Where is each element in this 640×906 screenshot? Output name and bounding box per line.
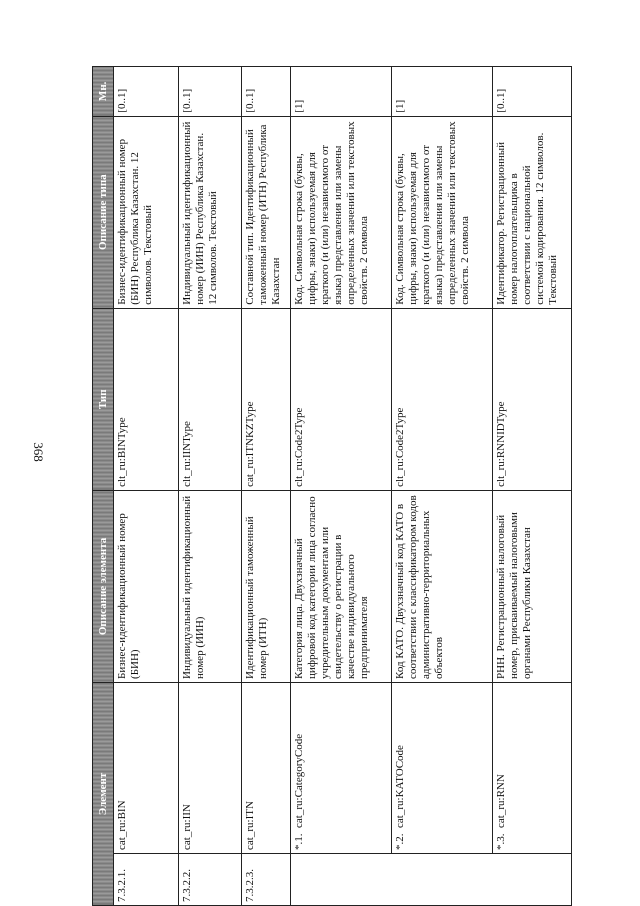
- type-description: Бизнес-идентификационный номер (БИН) Республика Казахстан. 12 символов. Текстовый: [114, 116, 179, 308]
- type-name: clt_ru:Code2Type: [392, 308, 493, 490]
- type-name: clt_ru:RNNIDType: [493, 308, 572, 490]
- sub-row-number: *.1.: [293, 833, 305, 850]
- type-description: Код. Символьная строка (буквы, цифры, знаки) используемая для краткого (и (или) независимого от языка) представления или замены определенных значений или текстовых свойств. 2 символа: [392, 116, 493, 308]
- header-element-description: Описание элемента: [93, 490, 114, 682]
- header-type-description: Описание типа: [93, 116, 114, 308]
- multiplicity: [1]: [392, 67, 493, 117]
- specification-table: [92, 66, 572, 906]
- header-row: [93, 67, 114, 906]
- page-number: 368: [31, 442, 46, 462]
- type-name: cat_ru:ITNKZType: [242, 308, 291, 490]
- table-row: [493, 67, 572, 906]
- table-row: [392, 67, 493, 906]
- element-description: Категория лица. Двухзначный цифровой код категории лица согласно учредительным документам или свидетельству о регистрации в качестве индивидуального предпринимателя: [291, 490, 392, 682]
- header-multiplicity: Мн.: [93, 67, 114, 117]
- table-row: [114, 67, 179, 906]
- type-description: Код. Символьная строка (буквы, цифры, знаки) используемая для краткого (и (или) независимого от языка) представления или замены определенных значений или текстовых свойств. 2 символа: [291, 116, 392, 308]
- element-name-text: cat_ru:RNN: [495, 774, 507, 828]
- element-name: [392, 682, 493, 853]
- type-description: Идентификатор. Регистрационный номер налогоплательщика в соответствии с национальной системой кодирования. 12 символов. Текстовый: [493, 116, 572, 308]
- multiplicity: [0..1]: [242, 67, 291, 117]
- header-element: Элемент: [93, 682, 114, 905]
- multiplicity: [1]: [291, 67, 392, 117]
- rotated-table-container: [92, 66, 559, 906]
- type-name: clt_ru:IINType: [179, 308, 242, 490]
- element-name: cat_ru:ITN: [242, 682, 291, 853]
- table-row: [291, 67, 392, 906]
- multiplicity: [0..1]: [114, 67, 179, 117]
- row-number: 7.3.2.3.: [242, 853, 291, 905]
- multiplicity: [0..1]: [493, 67, 572, 117]
- element-name: cat_ru:IIN: [179, 682, 242, 853]
- element-description: РНН. Регистрационный налоговый номер, присваиваемый налоговыми органами Республики Казахстан: [493, 490, 572, 682]
- sub-row-number: *.2.: [394, 833, 406, 850]
- element-description: Индивидуальный идентификационный номер (ИИН): [179, 490, 242, 682]
- row-number: 7.3.2.1.: [114, 853, 179, 905]
- table-row: [179, 67, 242, 906]
- type-description: Составной тип. Идентификационный таможенный номер (ИТН) Республика Казахстан: [242, 116, 291, 308]
- element-description: Код КАТО. Двухзначный код КАТО в соответствии с классификатором кодов административно-территориальных объектов: [392, 490, 493, 682]
- element-name: [493, 682, 572, 853]
- element-description: Бизнес-идентификационный номер (БИН): [114, 490, 179, 682]
- type-name: clt_ru:BINType: [114, 308, 179, 490]
- multiplicity: [0..1]: [179, 67, 242, 117]
- header-type: Тип: [93, 308, 114, 490]
- indent-cell: [493, 853, 572, 905]
- sub-row-number: *.3.: [495, 833, 507, 850]
- element-description: Идентификационный таможенный номер (ИТН): [242, 490, 291, 682]
- element-name-text: cat_ru:KATOCode: [394, 745, 406, 828]
- table-row: [242, 67, 291, 906]
- element-name-text: cat_ru:CategoryCode: [293, 733, 305, 828]
- element-name: [291, 682, 392, 853]
- type-name: clt_ru:Code2Type: [291, 308, 392, 490]
- row-number: 7.3.2.2.: [179, 853, 242, 905]
- indent-cell: [291, 853, 392, 905]
- element-name: cat_ru:BIN: [114, 682, 179, 853]
- type-description: Индивидуальный идентификационный номер (ИИН) Республика Казахстан. 12 символов. Текстовый: [179, 116, 242, 308]
- indent-cell: [392, 853, 493, 905]
